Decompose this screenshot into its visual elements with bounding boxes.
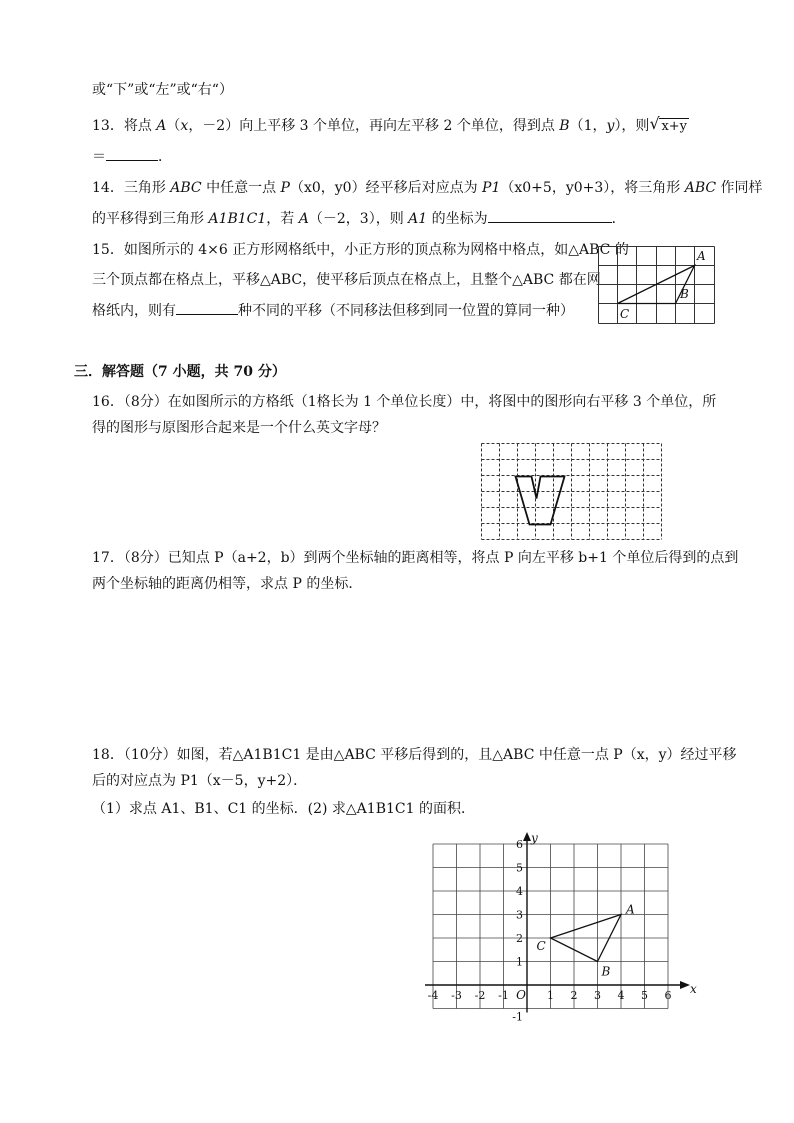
question-15-line3: 格纸内，则有 种不同的平移（不同移法但移到同一位置的算同一种） bbox=[92, 300, 574, 321]
x-tick-label: 2 bbox=[570, 989, 578, 1002]
question-18-line1: 18．（10分）如图，若△A1B1C1 是由△ABC 平移后得到的，且△ABC 中任意一点 P（x，y）经过平移 bbox=[92, 747, 737, 763]
q15-label-a: A bbox=[697, 249, 706, 263]
x-tick-label: 6 bbox=[664, 989, 672, 1002]
question-18-line3: （1）求点 A1、B1、C1 的坐标．(2) 求△A1B1C1 的面积． bbox=[92, 801, 475, 817]
q18-coordinate-graph bbox=[410, 825, 700, 1030]
question-17-line2: 两个坐标轴的距离仍相等，求点 P 的坐标． bbox=[92, 576, 363, 592]
x-tick-label: 1 bbox=[547, 989, 554, 1002]
question-16-line2: 得的图形与原图形合起来是一个什么英文字母？ bbox=[92, 420, 386, 436]
question-14-line1: 14．三角形 ABC 中任意一点 P（x0，y0）经平移后对应点为 P1（x0+5，y0+3），将三角形 ABC 作同样 bbox=[92, 180, 763, 196]
sqrt-expression: √ x+y bbox=[649, 114, 688, 134]
answer-blank-14[interactable] bbox=[488, 208, 612, 223]
q15-label-c: C bbox=[620, 307, 630, 321]
question-18-line2: 后的对应点为 P1（x－5，y+2）． bbox=[92, 773, 308, 789]
question-17-line1: 17．（8分）已知点 P（a+2，b）到两个坐标轴的距离相等，将点 P 向左平移 b+1 个单位后得到的点到 bbox=[92, 550, 739, 566]
y-axis-label: y bbox=[531, 831, 538, 845]
x-tick-label: -3 bbox=[451, 989, 462, 1002]
x-tick-label: -4 bbox=[427, 989, 439, 1002]
point-label-a: A bbox=[626, 902, 635, 917]
y-tick-label: 5 bbox=[516, 861, 523, 875]
y-tick-label: 4 bbox=[516, 885, 523, 898]
x-tick-label: -1 bbox=[498, 989, 509, 1002]
point-label-b: B bbox=[601, 964, 611, 979]
y-tick-label: 6 bbox=[516, 838, 523, 851]
q15-grid-figure bbox=[598, 246, 716, 326]
question-15-line1: 15．如图所示的 4×6 正方形网格纸中，小正方形的顶点称为网格中格点，如△ABC 的 bbox=[92, 242, 629, 258]
y-tick-label: -1 bbox=[512, 1010, 523, 1024]
y-tick-label: 1 bbox=[516, 955, 523, 969]
question-16-line1: 16．（8分）在如图所示的方格纸（1格长为 1 个单位长度）中，将图中的图形向右平移 3 个单位，所 bbox=[92, 394, 717, 410]
y-axis-arrow bbox=[523, 832, 531, 841]
question-15-line2: 三个顶点都在格点上，平移△ABC，使平移后顶点在格点上，且整个△ABC 都在网 bbox=[92, 272, 601, 288]
q15-label-b: B bbox=[680, 287, 689, 301]
continued-text: 或“下”或“左”或“右“） bbox=[92, 82, 233, 98]
origin-label: O bbox=[516, 988, 526, 1002]
answer-blank-15[interactable] bbox=[176, 300, 238, 315]
y-tick-label: 3 bbox=[516, 908, 523, 922]
point-label-c: C bbox=[536, 939, 546, 953]
question-13-line2: ＝ ． bbox=[92, 146, 172, 167]
question-13-line1: 13．将点 A（x，－2）向上平移 3 个单位，再向左平移 2 个单位，得到点 B（1，y），则 √ x+y bbox=[92, 114, 688, 134]
q16-dashed-grid bbox=[482, 444, 662, 540]
x-tick-label: 3 bbox=[594, 989, 601, 1002]
q16-shape-half-v bbox=[516, 477, 565, 525]
x-tick-label: -2 bbox=[474, 989, 486, 1002]
q18-grid bbox=[433, 844, 668, 1009]
answer-blank-13[interactable] bbox=[106, 146, 158, 161]
question-14-line2: 的平移得到三角形 A1B1C1，若 A（－2，3），则 A1 的坐标为 ． bbox=[92, 208, 626, 229]
x-axis-label: x bbox=[690, 982, 697, 996]
q16-grid-figure bbox=[481, 443, 663, 543]
x-tick-label: 4 bbox=[617, 989, 625, 1002]
section-3-heading: 三．解答题（7 小题，共 70 分） bbox=[74, 364, 286, 380]
x-axis-arrow bbox=[680, 981, 690, 989]
y-tick-label: 2 bbox=[516, 932, 523, 945]
x-tick-label: 5 bbox=[641, 989, 648, 1002]
